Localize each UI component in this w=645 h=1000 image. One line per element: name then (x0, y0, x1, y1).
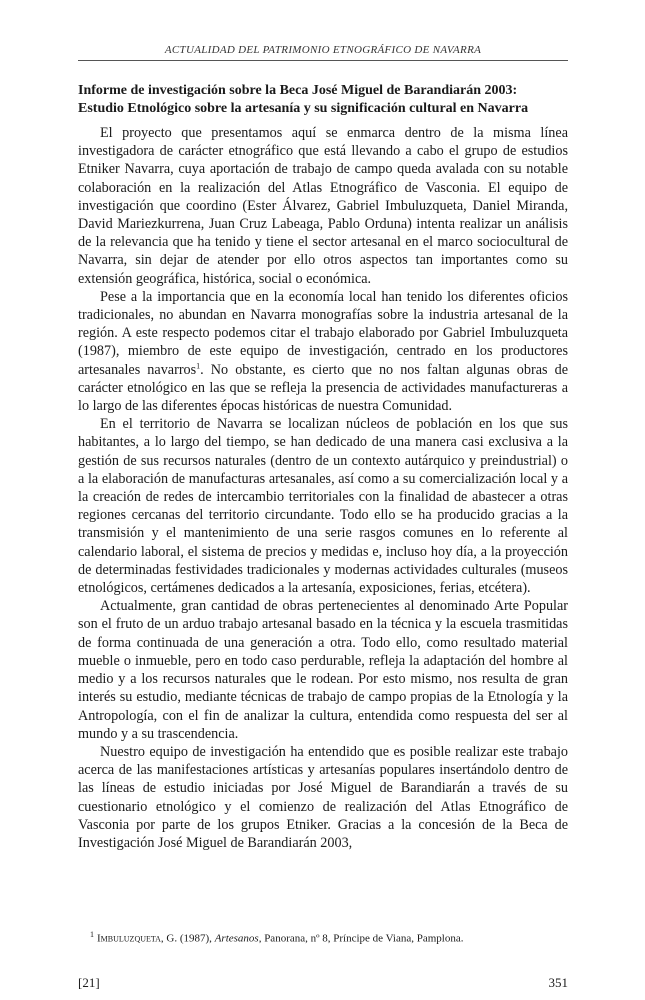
footnote-author-initial: , G. (1987), (160, 932, 215, 945)
article-title (78, 82, 568, 118)
article-body (78, 124, 568, 852)
folio-section-number: [21] (78, 975, 100, 990)
running-header: ACTUALIDAD DEL PATRIMONIO ETNOGRÁFICO DE NAVARRA (164, 44, 482, 56)
footnote-author: Imbuluzqueta (97, 932, 161, 945)
paragraph-1: El proyecto que presentamos aquí se enmarca dentro de la misma línea investigadora de carácter etnográfico que está llevando a cabo el grupo de estudios Etniker Navarra, cuya aportación de trabajo de campo queda avalada con su notable colaboración en la realización del Atlas Etnográfico de Vasconia. El equipo de investigación que coordino (Ester Álvarez, Gabriel Imbuluzqueta, Daniel Miranda, David Mariezkurrena, Juan Cruz Labeaga, Pablo Orduna) intenta realizar un análisis de la relevancia que ha tenido y tiene el sector artesanal en el marco sociocultural de Navarra, sin dejar de atender por ello otros aspectos tan importantes como su extensión geográfica, histórica, social o económica. (78, 125, 568, 287)
article-title-line-1: Informe de investigación sobre la Beca José Miguel de Barandiarán 2003: (78, 83, 518, 98)
footnote-publication: , Panorana, nº 8, Príncipe de Viana, Pamplona. (258, 932, 464, 945)
paragraph-3: En el territorio de Navarra se localizan núcleos de población en los que sus habitantes, a lo largo del tiempo, se han dedicado de una manera casi exclusiva a la gestión de sus recursos naturales (dentro de un contexto autárquico y preindustrial) o a la elaboración de manufacturas artesanales, así como a su comercialización local y a la creación de redes de intercambio territoriales con la finalidad de abastecer a otras regiones cercanas del territorio circundante. Todo ello se ha producido gracias a la transmisión y el mantenimiento de una serie rasgos comunes en lo referente al calendario laboral, el sistema de precios y medidas e, incluso hoy día, a la proyección de determinadas festividades tradicionales y modernas actividades culturales (museos etnológicos, certámenes dedicados a la artesanía, exposiciones, ferias, etcétera). (78, 416, 568, 597)
footnote-number: 1 (90, 930, 94, 939)
footnote-reference[interactable]: 1 (196, 360, 201, 370)
article-title-line-2: Estudio Etnológico sobre la artesanía y su significación cultural en Navarra (78, 101, 529, 116)
paragraph-5: Nuestro equipo de investigación ha entendido que es posible realizar este trabajo acerca de las manifestaciones artísticas y artesanías populares insertándolo dentro de las líneas de estudio iniciadas por José Miguel de Barandiarán a través de su cuestionario etnológico y el comienzo de realización del Atlas Etnográfico de Vasconia por parte de los grupos Etniker. Gracias a la concesión de la Beca de Investigación José Miguel de Barandiarán 2003, (78, 743, 568, 851)
footnote-work-title: Artesanos (214, 932, 259, 945)
paragraph-2-text-a: Pese a la importancia que en la economía local han tenido los diferentes oficios tradicionales, no abundan en Navarra monografías sobre la industria artesanal de la región. A este respecto podemos citar el trabajo elaborado por Gabriel Imbuluzqueta (1987), miembro de este equipo de investigación, centrado en los productores artesanales navarros (78, 288, 568, 378)
paragraph-2-text-b: . No obstante, es cierto que no nos faltan algunas obras de carácter etnológico en las que se refleja la presencia de actividades manufactureras a lo largo de las diferentes épocas históricas de nuestra Comunidad. (78, 361, 568, 415)
header-rule (78, 60, 568, 61)
page-number: 351 (548, 975, 568, 990)
paragraph-2 (78, 288, 568, 415)
paragraph-4: Actualmente, gran cantidad de obras pertenecientes al denominado Arte Popular son el fruto de un arduo trabajo artesanal basado en la técnica y la escuela trasmitidas de forma continuada de una generación a otra. Todo ello, como resultado material mueble o inmueble, pero en todo caso perdurable, refleja la adaptación del hombre al medio y a los recursos naturales que le rodean. Por esto mismo, nos resulta de gran interés su estudio, mediante técnicas de trabajo de campo propias de la Etnología y la Antropología, con el fin de analizar la cultura, entendida como respuesta del ser al mundo y a su trascendencia. (78, 598, 568, 742)
footnote (90, 928, 568, 946)
